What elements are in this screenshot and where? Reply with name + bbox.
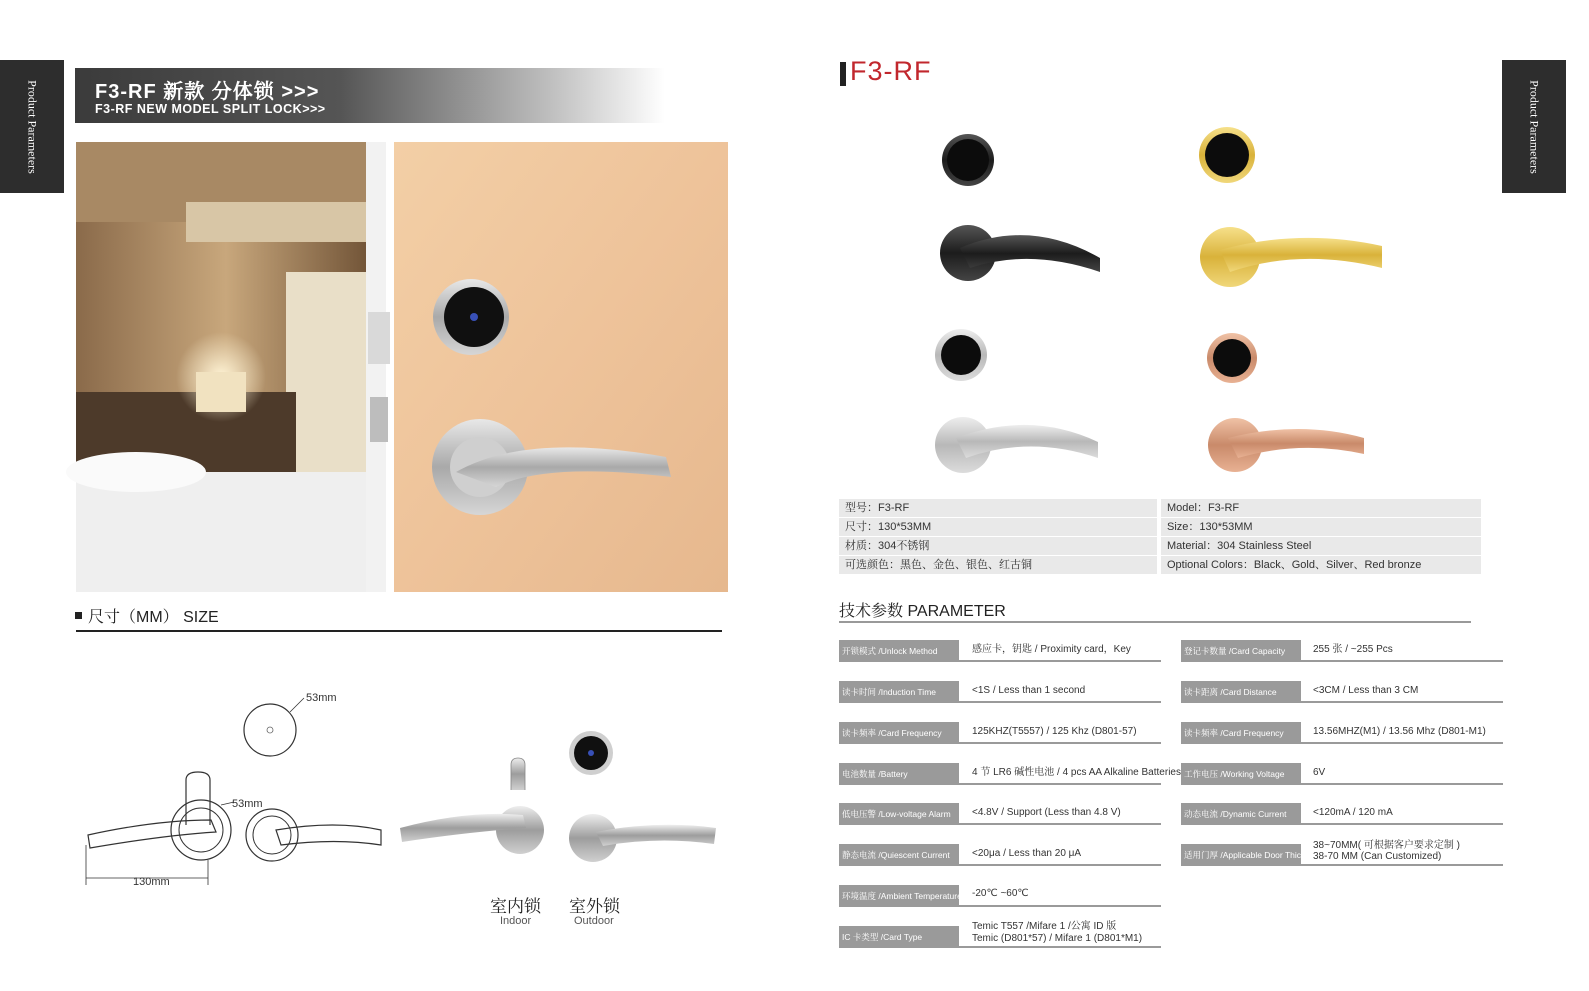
- reader-bronze: [1207, 333, 1257, 383]
- param-label: 读卡距离 /Card Distance: [1181, 681, 1301, 703]
- param-value: <20μa / Less than 20 μA: [972, 848, 1082, 859]
- info-colors-cn: 可选颜色：黑色、金色、银色、红古铜: [839, 556, 1157, 574]
- handle-black: [940, 225, 1100, 281]
- divider: [839, 621, 1471, 623]
- param-label: 开锁模式 /Unlock Method: [839, 640, 959, 662]
- handle-gold: [1200, 227, 1382, 287]
- outdoor-label-en: Outdoor: [574, 915, 614, 927]
- param-label: 读卡频率 /Card Frequency: [839, 722, 959, 744]
- param-label: 工作电压 /Working Voltage: [1181, 763, 1301, 785]
- param-value: 13.56MHZ(M1) / 13.56 Mhz (D801-M1): [1313, 726, 1486, 737]
- param-value: <3CM / Less than 3 CM: [1313, 685, 1419, 696]
- divider: [76, 630, 722, 632]
- param-label: 电池数量 /Battery: [839, 763, 959, 785]
- param-label: 登记卡数量 /Card Capacity: [1181, 640, 1301, 662]
- side-tab-label: Product Parameters: [1527, 79, 1542, 174]
- side-tab-left: [0, 60, 64, 193]
- info-colors-en: Optional Colors：Black、Gold、Silver、Red bronze: [1161, 556, 1481, 574]
- param-label: 适用门厚 /Applicable Door Thickness: [1181, 844, 1301, 866]
- param-value: -20℃ ~60℃: [972, 888, 1029, 899]
- param-value: Temic (D801*57) / Mifare 1 (D801*M1): [972, 933, 1143, 944]
- size-heading: 尺寸（MM） SIZE: [75, 604, 219, 627]
- param-value: 38~70MM( 可根据客户要求定制 ): [1313, 840, 1460, 851]
- banner-title-cn: F3-RF 新款 分体锁 >>>: [95, 81, 320, 103]
- info-size-cn: 尺寸：130*53MM: [839, 518, 1157, 536]
- param-value: 125KHZ(T5557) / 125 Khz (D801-57): [972, 726, 1137, 737]
- param-value: <120mA / 120 mA: [1313, 807, 1393, 818]
- reader-black: [942, 134, 994, 186]
- banner-title-en: F3-RF NEW MODEL SPLIT LOCK>>>: [95, 102, 326, 116]
- param-label: 读卡频率 /Card Frequency: [1181, 722, 1301, 744]
- reader-silver: [935, 329, 987, 381]
- outdoor-label-cn: 室外锁: [569, 897, 620, 916]
- indoor-label-cn: 室内锁: [490, 897, 541, 916]
- product-title: F3-RF: [850, 56, 932, 86]
- param-value: Temic T557 /Mifare 1 /公寓 ID 版: [972, 921, 1117, 932]
- dim-label-length: 130mm: [133, 876, 170, 888]
- info-model-en: Model：F3-RF: [1161, 499, 1481, 517]
- section-banner: [75, 68, 665, 123]
- indoor-outdoor-photo: [398, 720, 723, 870]
- side-tab-label: Product Parameters: [25, 79, 40, 174]
- info-size-en: Size：130*53MM: [1161, 518, 1481, 536]
- handle-bronze: [1208, 418, 1364, 472]
- param-label: 环境温度 /Ambient Temperature: [839, 885, 959, 907]
- info-material-cn: 材质：304不锈钢: [839, 537, 1157, 555]
- param-value: 4 节 LR6 碱性电池 / 4 pcs AA Alkaline Batteries: [972, 767, 1181, 778]
- dim-label-rose: 53mm: [232, 798, 263, 810]
- param-value: 38-70 MM (Can Customized): [1313, 851, 1442, 862]
- param-label: 低电压警 /Low-voltage Alarm: [839, 803, 959, 825]
- finish-variants: [930, 120, 1400, 480]
- hero-image: [76, 142, 728, 592]
- param-value: 255 张 / ~255 Pcs: [1313, 644, 1393, 655]
- indoor-label-en: Indoor: [500, 915, 532, 927]
- param-value: <4.8V / Support (Less than 4.8 V): [972, 807, 1121, 818]
- dim-label-diameter: 53mm: [306, 692, 337, 704]
- param-label: 静态电流 /Quiescent Current: [839, 844, 959, 866]
- info-model-cn: 型号：F3-RF: [839, 499, 1157, 517]
- dimension-drawing: [76, 680, 396, 900]
- side-tab-right: [1502, 60, 1566, 193]
- info-material-en: Material：304 Stainless Steel: [1161, 537, 1481, 555]
- param-value: 6V: [1313, 767, 1326, 778]
- parameter-heading: 技术参数 PARAMETER: [839, 603, 1006, 620]
- param-label: 读卡时间 /Induction Time: [839, 681, 959, 703]
- param-label: IC 卡类型 /Card Type: [839, 926, 959, 948]
- param-label: 动态电流 /Dynamic Current: [1181, 803, 1301, 825]
- param-value: 感应卡，钥匙 / Proximity card，Key: [972, 644, 1131, 655]
- title-marker: [840, 62, 846, 86]
- handle-silver: [935, 417, 1098, 473]
- param-value: <1S / Less than 1 second: [972, 685, 1086, 696]
- reader-gold: [1199, 127, 1255, 183]
